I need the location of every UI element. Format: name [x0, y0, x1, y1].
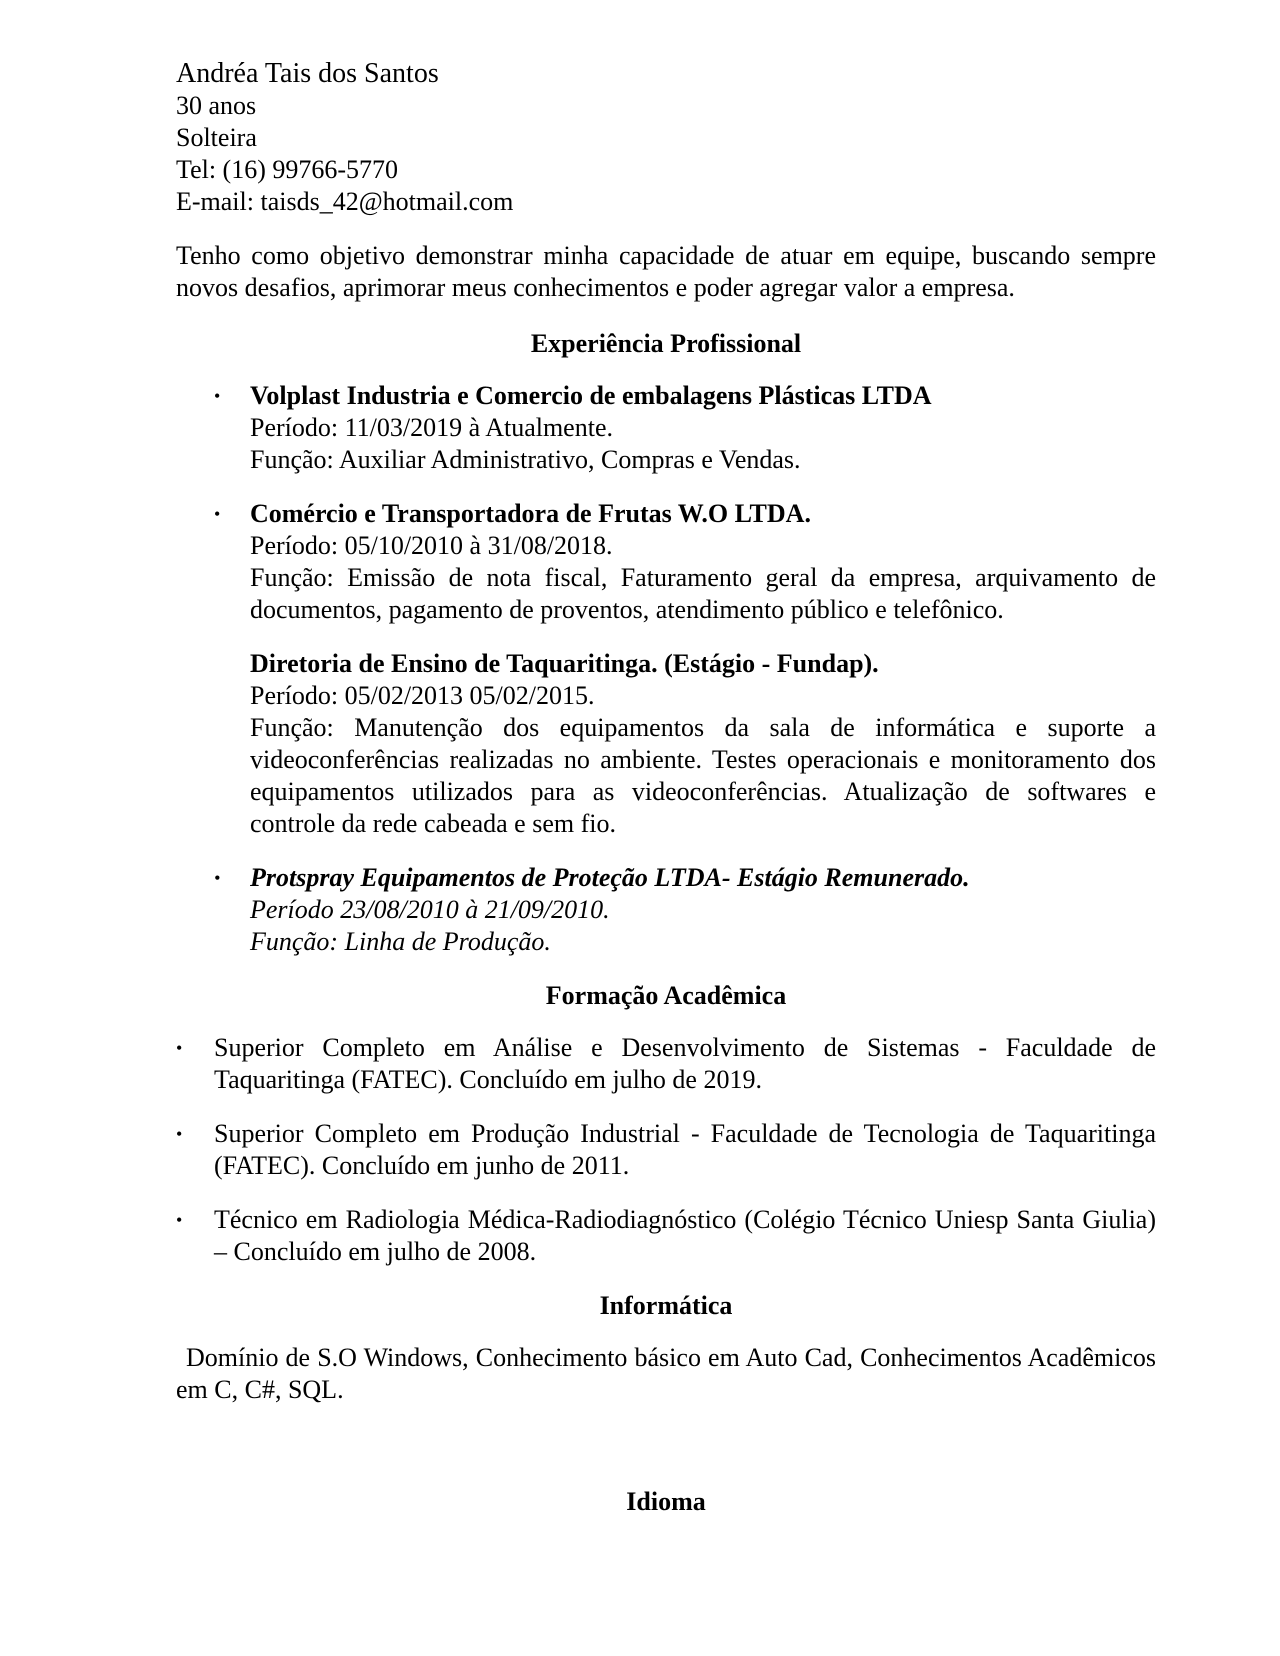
experience-company: Protspray Equipamentos de Proteção LTDA- Estágio Remunerado.: [250, 863, 970, 892]
bullet-icon: •: [176, 1210, 183, 1230]
education-text: Superior Completo em Produção Industrial - Faculdade de Tecnologia de Taquaritinga (FATEC). Concluído em junho de 2011.: [214, 1119, 1156, 1180]
experience-period: Período: 11/03/2019 à Atualmente.: [250, 413, 613, 442]
experience-company: Volplast Industria e Comercio de embalagens Plásticas LTDA: [250, 381, 932, 410]
experience-period: Período: 05/02/2013 05/02/2015.: [250, 681, 595, 710]
email-address: E-mail: taisds_42@hotmail.com: [176, 187, 514, 216]
experience-company: Diretoria de Ensino de Taquaritinga. (Estágio - Fundap).: [250, 649, 879, 678]
bullet-icon: •: [214, 868, 221, 888]
education-text: Superior Completo em Análise e Desenvolvimento de Sistemas - Faculdade de Taquaritinga (FATEC). Concluído em julho de 2019.: [214, 1033, 1156, 1094]
experience-section-title: Experiência Profissional: [530, 329, 802, 358]
candidate-name: Andréa Tais dos Santos: [176, 58, 439, 89]
bullet-icon: •: [214, 504, 221, 524]
language-section-title: Idioma: [626, 1487, 706, 1516]
experience-role: Função: Auxiliar Administrativo, Compras e Vendas.: [250, 445, 801, 474]
experience-item: [176, 648, 1156, 840]
bullet-icon: •: [176, 1124, 183, 1144]
resume-page: [176, 58, 1156, 1518]
experience-list: [176, 380, 1156, 958]
experience-role: Função: Emissão de nota fiscal, Faturamento geral da empresa, arquivamento de documentos, pagamento de proventos, atendimento público e telefônico.: [250, 563, 1156, 624]
education-section-title: Formação Acadêmica: [545, 981, 787, 1010]
experience-item: [176, 862, 1156, 958]
personal-info: [176, 58, 1156, 218]
experience-role: Função: Linha de Produção.: [250, 927, 551, 956]
experience-item: [176, 380, 1156, 476]
phone-number: Tel: (16) 99766-5770: [176, 155, 399, 184]
experience-company: Comércio e Transportadora de Frutas W.O LTDA.: [250, 499, 811, 528]
education-item: [176, 1032, 1156, 1096]
education-item: [176, 1204, 1156, 1268]
education-item: [176, 1118, 1156, 1182]
bullet-icon: •: [176, 1038, 183, 1058]
computing-skills: Domínio de S.O Windows, Conhecimento básico em Auto Cad, Conhecimentos Acadêmicos em C, C#, SQL.: [176, 1343, 1156, 1404]
computing-section-title: Informática: [599, 1291, 733, 1320]
objective-paragraph: Tenho como objetivo demonstrar minha capacidade de atuar em equipe, buscando sempre novos desafios, aprimorar meus conhecimentos e poder agregar valor a empresa.: [176, 241, 1156, 302]
marital-status: Solteira: [176, 123, 257, 152]
experience-item: [176, 498, 1156, 626]
experience-role: Função: Manutenção dos equipamentos da sala de informática e suporte a videoconferências realizadas no ambiente. Testes operacionais e monitoramento dos equipamentos utilizados para as videoconferências. Atualização de softwares e controle da rede cabeada e sem fio.: [250, 713, 1156, 838]
experience-period: Período: 05/10/2010 à 31/08/2018.: [250, 531, 613, 560]
experience-period: Período 23/08/2010 à 21/09/2010.: [250, 895, 610, 924]
bullet-icon: •: [214, 386, 221, 406]
candidate-age: 30 anos: [176, 91, 257, 120]
education-text: Técnico em Radiologia Médica-Radiodiagnóstico (Colégio Técnico Uniesp Santa Giulia) – Concluído em julho de 2008.: [214, 1205, 1156, 1266]
